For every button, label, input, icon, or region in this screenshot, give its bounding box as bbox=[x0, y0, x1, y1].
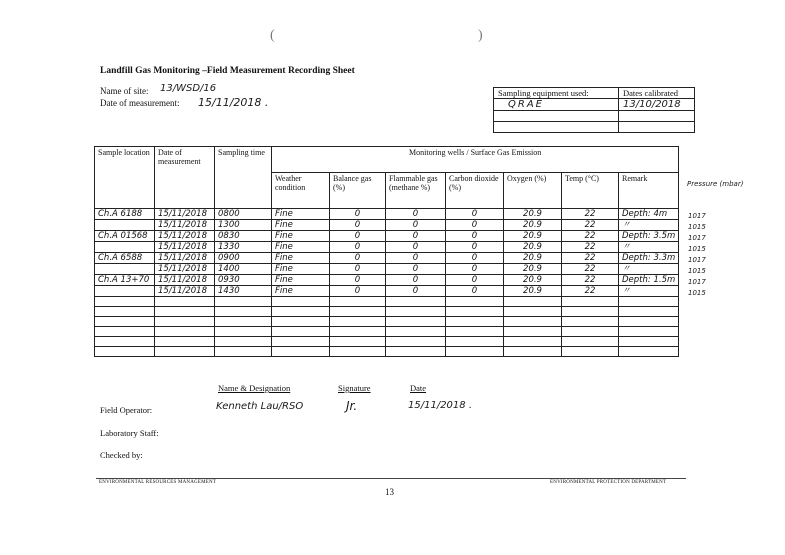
blank-cell bbox=[562, 327, 619, 337]
cell-temp: 22 bbox=[562, 253, 619, 264]
cell-carbon-dioxide: 0 bbox=[446, 220, 504, 231]
cell-weather: Fine bbox=[272, 264, 330, 275]
cell-oxygen: 20.9 bbox=[504, 242, 562, 253]
cell-carbon-dioxide: 0 bbox=[446, 231, 504, 242]
blank-cell bbox=[215, 347, 272, 357]
blank-cell bbox=[619, 307, 679, 317]
cell-oxygen: 20.9 bbox=[504, 264, 562, 275]
cell-date: 15/11/2018 bbox=[155, 231, 215, 242]
blank-row bbox=[95, 307, 679, 317]
blank-cell bbox=[446, 307, 504, 317]
blank-cell bbox=[562, 337, 619, 347]
pressure-header: Pressure (mbar) bbox=[687, 180, 744, 188]
blank-cell bbox=[330, 337, 386, 347]
scan-mark-left: ( bbox=[270, 28, 275, 43]
blank-cell bbox=[504, 347, 562, 357]
cell-date: 15/11/2018 bbox=[155, 275, 215, 286]
cell-date: 15/11/2018 bbox=[155, 286, 215, 297]
header-carbon-dioxide: Carbon dioxide (%) bbox=[446, 173, 504, 209]
cell-temp: 22 bbox=[562, 209, 619, 220]
blank-cell bbox=[386, 337, 446, 347]
cell-weather: Fine bbox=[272, 275, 330, 286]
cell-balance-gas: 0 bbox=[330, 209, 386, 220]
cell-sample-location bbox=[95, 286, 155, 297]
cell-temp: 22 bbox=[562, 275, 619, 286]
header-remark: Remark bbox=[619, 173, 679, 209]
site-value: 13/WSD/16 bbox=[160, 83, 217, 94]
blank-cell bbox=[215, 307, 272, 317]
cell-oxygen: 20.9 bbox=[504, 253, 562, 264]
cell-carbon-dioxide: 0 bbox=[446, 242, 504, 253]
lab-staff-label: Laboratory Staff: bbox=[100, 428, 159, 438]
cell-temp: 22 bbox=[562, 286, 619, 297]
cell-weather: Fine bbox=[272, 209, 330, 220]
header-weather: Weather condition bbox=[272, 173, 330, 209]
cell-carbon-dioxide: 0 bbox=[446, 286, 504, 297]
cell-time: 1400 bbox=[215, 264, 272, 275]
blank-cell bbox=[446, 337, 504, 347]
table-row bbox=[95, 264, 679, 275]
cell-weather: Fine bbox=[272, 231, 330, 242]
blank-cell bbox=[446, 327, 504, 337]
blank-cell bbox=[330, 307, 386, 317]
calibrated-blank-cell bbox=[619, 122, 695, 133]
cell-sample-location: Ch.A 13+70 bbox=[95, 275, 155, 286]
header-balance-gas: Balance gas (%) bbox=[330, 173, 386, 209]
cell-balance-gas: 0 bbox=[330, 264, 386, 275]
date-label: Date of measurement: bbox=[100, 98, 180, 108]
cell-flammable-gas: 0 bbox=[386, 231, 446, 242]
blank-cell bbox=[155, 297, 215, 307]
cell-remark: Depth: 3.5m bbox=[619, 231, 679, 242]
blank-cell bbox=[504, 337, 562, 347]
cell-temp: 22 bbox=[562, 220, 619, 231]
pressure-value: 1015 bbox=[688, 267, 706, 275]
header-monitoring-group: Monitoring wells / Surface Gas Emission bbox=[272, 147, 679, 173]
blank-cell bbox=[504, 327, 562, 337]
blank-cell bbox=[619, 317, 679, 327]
cell-date: 15/11/2018 bbox=[155, 209, 215, 220]
site-label: Name of site: bbox=[100, 86, 149, 96]
signature-header: Signature bbox=[338, 383, 371, 393]
sheet-title: Landfill Gas Monitoring –Field Measurement Recording Sheet bbox=[100, 66, 355, 76]
cell-oxygen: 20.9 bbox=[504, 231, 562, 242]
blank-cell bbox=[619, 347, 679, 357]
blank-cell bbox=[330, 297, 386, 307]
cell-remark: 〃 bbox=[619, 264, 679, 275]
blank-cell bbox=[446, 297, 504, 307]
cell-balance-gas: 0 bbox=[330, 275, 386, 286]
cell-date: 15/11/2018 bbox=[155, 264, 215, 275]
blank-cell bbox=[155, 347, 215, 357]
blank-cell bbox=[619, 337, 679, 347]
cell-weather: Fine bbox=[272, 286, 330, 297]
footer-rule bbox=[96, 478, 686, 479]
blank-cell bbox=[562, 297, 619, 307]
cell-flammable-gas: 0 bbox=[386, 220, 446, 231]
cell-remark: 〃 bbox=[619, 220, 679, 231]
cell-weather: Fine bbox=[272, 220, 330, 231]
blank-cell bbox=[272, 337, 330, 347]
blank-cell bbox=[95, 327, 155, 337]
cell-flammable-gas: 0 bbox=[386, 209, 446, 220]
blank-cell bbox=[386, 347, 446, 357]
equipment-blank-cell bbox=[494, 122, 619, 133]
cell-time: 1330 bbox=[215, 242, 272, 253]
field-operator-name: Kenneth Lau/RSO bbox=[216, 401, 304, 412]
header-flammable-gas: Flammable gas (methane %) bbox=[386, 173, 446, 209]
table-row bbox=[95, 275, 679, 286]
cell-remark: 〃 bbox=[619, 286, 679, 297]
header-oxygen: Oxygen (%) bbox=[504, 173, 562, 209]
blank-cell bbox=[386, 327, 446, 337]
equipment-header: Sampling equipment used: bbox=[494, 88, 619, 99]
blank-cell bbox=[215, 317, 272, 327]
scan-mark-right: ) bbox=[478, 28, 483, 43]
cell-oxygen: 20.9 bbox=[504, 220, 562, 231]
cell-flammable-gas: 0 bbox=[386, 253, 446, 264]
cell-sample-location bbox=[95, 220, 155, 231]
blank-row bbox=[95, 327, 679, 337]
blank-cell bbox=[562, 347, 619, 357]
cell-remark: Depth: 4m bbox=[619, 209, 679, 220]
blank-row bbox=[95, 347, 679, 357]
cell-flammable-gas: 0 bbox=[386, 286, 446, 297]
date-value: 15/11/2018 . bbox=[198, 96, 269, 109]
cell-flammable-gas: 0 bbox=[386, 275, 446, 286]
cell-time: 0900 bbox=[215, 253, 272, 264]
cell-carbon-dioxide: 0 bbox=[446, 275, 504, 286]
header-sampling-time: Sampling time bbox=[215, 147, 272, 209]
cell-flammable-gas: 0 bbox=[386, 264, 446, 275]
pressure-value: 1015 bbox=[688, 245, 706, 253]
blank-cell bbox=[95, 337, 155, 347]
cell-sample-location bbox=[95, 264, 155, 275]
cell-oxygen: 20.9 bbox=[504, 275, 562, 286]
blank-cell bbox=[272, 307, 330, 317]
cell-date: 15/11/2018 bbox=[155, 220, 215, 231]
blank-cell bbox=[386, 317, 446, 327]
blank-cell bbox=[155, 337, 215, 347]
cell-remark: Depth: 3.3m bbox=[619, 253, 679, 264]
blank-cell bbox=[619, 327, 679, 337]
cell-balance-gas: 0 bbox=[330, 242, 386, 253]
cell-time: 1300 bbox=[215, 220, 272, 231]
cell-time: 0830 bbox=[215, 231, 272, 242]
page-number: 13 bbox=[385, 487, 394, 497]
pressure-value: 1017 bbox=[688, 234, 706, 242]
blank-cell bbox=[272, 297, 330, 307]
cell-sample-location: Ch.A 01568 bbox=[95, 231, 155, 242]
cell-sample-location: Ch.A 6188 bbox=[95, 209, 155, 220]
cell-time: 0800 bbox=[215, 209, 272, 220]
cell-remark: 〃 bbox=[619, 242, 679, 253]
cell-balance-gas: 0 bbox=[330, 286, 386, 297]
blank-cell bbox=[95, 307, 155, 317]
blank-row bbox=[95, 317, 679, 327]
pressure-value: 1015 bbox=[688, 223, 706, 231]
field-operator-signature: Jr. bbox=[346, 399, 358, 413]
blank-cell bbox=[215, 337, 272, 347]
calibrated-header: Dates calibrated bbox=[619, 88, 695, 99]
cell-temp: 22 bbox=[562, 264, 619, 275]
cell-flammable-gas: 0 bbox=[386, 242, 446, 253]
blank-row bbox=[95, 337, 679, 347]
cell-sample-location bbox=[95, 242, 155, 253]
pressure-value: 1017 bbox=[688, 212, 706, 220]
blank-cell bbox=[95, 317, 155, 327]
table-row bbox=[95, 286, 679, 297]
blank-cell bbox=[504, 317, 562, 327]
pressure-value: 1015 bbox=[688, 289, 706, 297]
blank-cell bbox=[330, 347, 386, 357]
cell-sample-location: Ch.A 6588 bbox=[95, 253, 155, 264]
blank-cell bbox=[619, 297, 679, 307]
blank-cell bbox=[272, 327, 330, 337]
blank-cell bbox=[215, 297, 272, 307]
cell-balance-gas: 0 bbox=[330, 253, 386, 264]
blank-cell bbox=[95, 297, 155, 307]
checked-by-label: Checked by: bbox=[100, 450, 143, 460]
blank-row bbox=[95, 297, 679, 307]
blank-cell bbox=[330, 327, 386, 337]
header-temp: Temp (°C) bbox=[562, 173, 619, 209]
cell-carbon-dioxide: 0 bbox=[446, 264, 504, 275]
blank-cell bbox=[330, 317, 386, 327]
table-row bbox=[95, 242, 679, 253]
calibrated-value: 13/10/2018 bbox=[619, 99, 695, 111]
table-row bbox=[95, 231, 679, 242]
blank-cell bbox=[562, 307, 619, 317]
pressure-value: 1017 bbox=[688, 278, 706, 286]
field-operator-label: Field Operator: bbox=[100, 405, 153, 415]
blank-cell bbox=[386, 297, 446, 307]
pressure-value: 1017 bbox=[688, 256, 706, 264]
blank-cell bbox=[562, 317, 619, 327]
cell-date: 15/11/2018 bbox=[155, 242, 215, 253]
blank-cell bbox=[215, 327, 272, 337]
blank-cell bbox=[386, 307, 446, 317]
table-row bbox=[95, 209, 679, 220]
field-operator-date: 15/11/2018 . bbox=[408, 400, 472, 411]
blank-cell bbox=[272, 347, 330, 357]
equipment-table bbox=[493, 87, 695, 133]
blank-cell bbox=[504, 307, 562, 317]
pressure-column bbox=[688, 211, 706, 299]
blank-cell bbox=[272, 317, 330, 327]
cell-balance-gas: 0 bbox=[330, 231, 386, 242]
footer-left: ENVIRONMENTAL RESOURCES MANAGEMENT bbox=[99, 480, 217, 485]
header-sample-location: Sample location bbox=[95, 147, 155, 209]
cell-time: 1430 bbox=[215, 286, 272, 297]
date-header: Date bbox=[410, 383, 427, 393]
equipment-blank-cell bbox=[494, 111, 619, 122]
blank-cell bbox=[446, 317, 504, 327]
footer-right: ENVIRONMENTAL PROTECTION DEPARTMENT bbox=[550, 480, 667, 485]
cell-oxygen: 20.9 bbox=[504, 286, 562, 297]
blank-cell bbox=[446, 347, 504, 357]
blank-cell bbox=[155, 317, 215, 327]
header-date-of-measurement: Date of measurement bbox=[155, 147, 215, 209]
cell-carbon-dioxide: 0 bbox=[446, 209, 504, 220]
calibrated-blank-cell bbox=[619, 111, 695, 122]
cell-temp: 22 bbox=[562, 231, 619, 242]
table-row bbox=[95, 253, 679, 264]
cell-remark: Depth: 1.5m bbox=[619, 275, 679, 286]
equipment-value: QRAE bbox=[494, 99, 619, 111]
blank-cell bbox=[95, 347, 155, 357]
cell-carbon-dioxide: 0 bbox=[446, 253, 504, 264]
cell-temp: 22 bbox=[562, 242, 619, 253]
table-row bbox=[95, 220, 679, 231]
blank-cell bbox=[155, 307, 215, 317]
name-designation-header: Name & Designation bbox=[218, 383, 291, 393]
blank-cell bbox=[155, 327, 215, 337]
cell-time: 0930 bbox=[215, 275, 272, 286]
cell-date: 15/11/2018 bbox=[155, 253, 215, 264]
measurement-table bbox=[94, 146, 679, 357]
cell-balance-gas: 0 bbox=[330, 220, 386, 231]
cell-weather: Fine bbox=[272, 253, 330, 264]
blank-cell bbox=[504, 297, 562, 307]
cell-oxygen: 20.9 bbox=[504, 209, 562, 220]
cell-weather: Fine bbox=[272, 242, 330, 253]
